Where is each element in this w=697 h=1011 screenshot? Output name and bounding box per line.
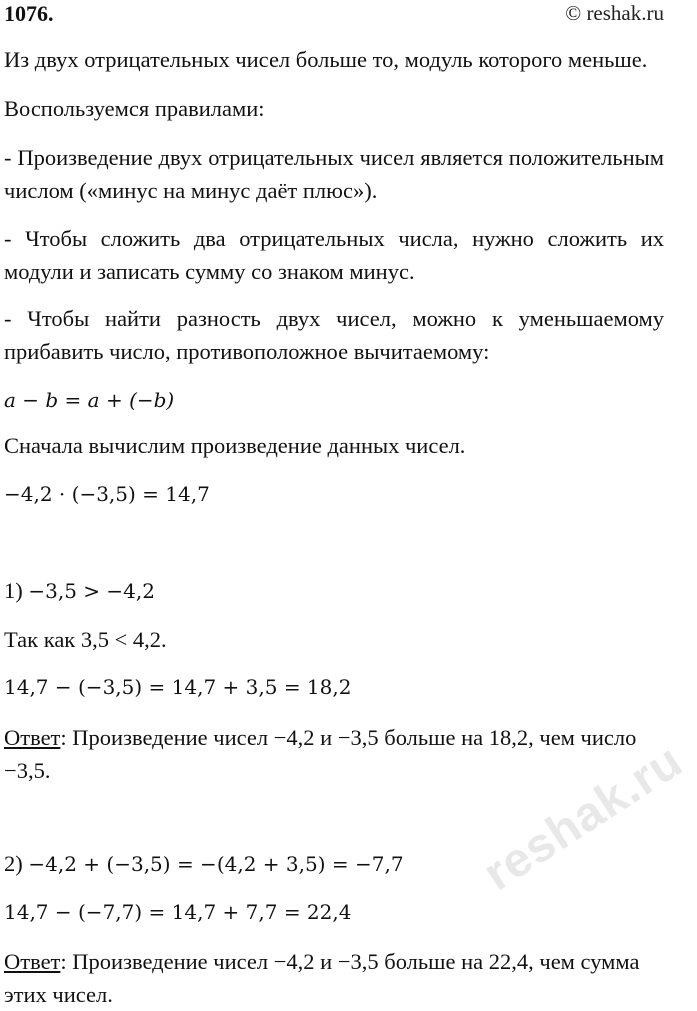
rule-2: - Чтобы сложить два отрицательных числа, нужно сложить их модули и записать сумму со знаком минус. [4, 226, 664, 284]
watermark: reshak.ru [474, 734, 693, 902]
rule-3: - Чтобы найти разность двух чисел, можно к уменьшаемому прибавить число, противоположное вычитаемому: [4, 306, 664, 364]
part1-calc: 14,7 − (−3,5) = 14,7 + 3,5 = 18,2 [4, 675, 352, 699]
part1-reason: Так как 3,5 < 4,2. [4, 627, 167, 652]
product-formula: −4,2 · (−3,5) = 14,7 [4, 482, 210, 506]
part1-comparison: −3,5 > −4,2 [28, 579, 155, 603]
rule-formula-text: a − b = a + (−b) [4, 388, 175, 412]
copyright-label: © reshak.ru [565, 1, 664, 25]
part1-line [4, 575, 664, 608]
intro-text: Из двух отрицательных чисел больше то, модуль которого меньше. [4, 47, 648, 72]
part2-label: 2) [4, 851, 29, 876]
part1-answer-label: Ответ [4, 725, 61, 750]
problem-number: 1076. [4, 1, 54, 26]
product-intro: Сначала вычислим произведение данных чисел. [4, 433, 466, 458]
rule-1: - Произведение двух отрицательных чисел является положительным числом («минус на минус даёт плюс»). [4, 145, 664, 203]
part2-answer-label: Ответ [4, 949, 61, 974]
rules-title: Воспользуемся правилами: [4, 96, 265, 121]
part2-calc: 14,7 − (−7,7) = 14,7 + 7,7 = 22,4 [4, 900, 352, 924]
rule-formula [4, 386, 664, 415]
part1-answer [4, 722, 664, 787]
part2-answer-text: : Произведение чисел −4,2 и −3,5 больше на 22,4, чем сумма этих чисел. [4, 949, 640, 1007]
part1-answer-text: : Произведение чисел −4,2 и −3,5 больше на 18,2, чем число −3,5. [4, 725, 637, 783]
part1-label: 1) [4, 578, 29, 603]
part2-answer [4, 946, 664, 1011]
header [4, 0, 666, 26]
part2-sum: −4,2 + (−3,5) = −(4,2 + 3,5) = −7,7 [28, 852, 404, 876]
